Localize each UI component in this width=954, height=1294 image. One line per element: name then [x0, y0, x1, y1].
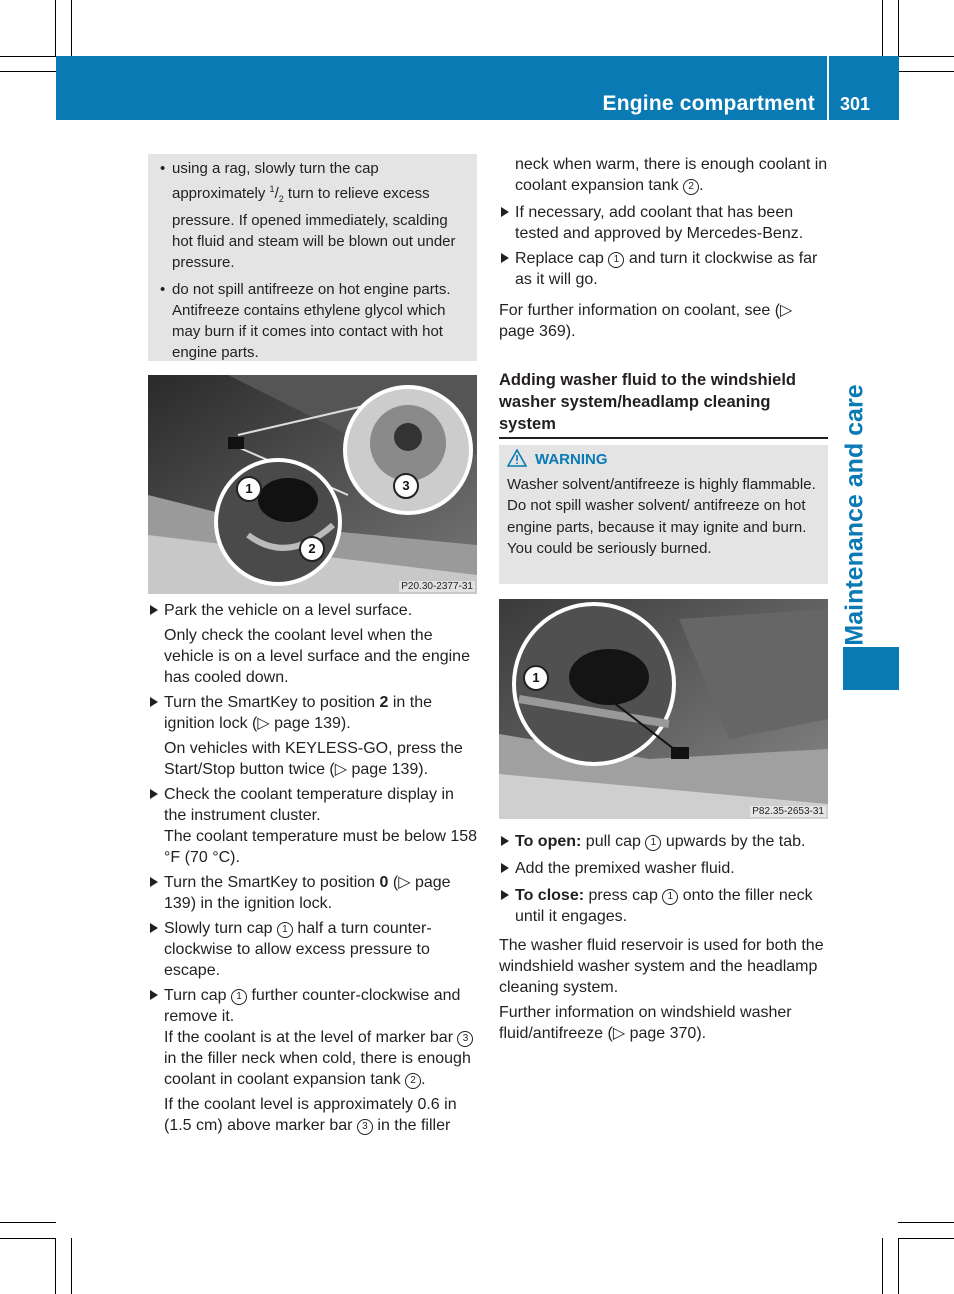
- paragraph: Further information on windshield washer fluid/antifreeze (▷ page 370).: [499, 1004, 792, 1042]
- marker-1: 1: [236, 476, 262, 502]
- step: To open: pull cap 1 upwards by the tab.: [499, 831, 831, 852]
- warning-header: [507, 449, 820, 471]
- callout-number: 1: [645, 835, 661, 851]
- notice-item: • do not spill antifreeze on hot engine parts. Antifreeze contains ethylene glycol which may burn if it comes into contact with hot engine parts.: [160, 279, 469, 363]
- notice-box: [148, 154, 477, 361]
- step: Park the vehicle on a level surface.: [148, 600, 480, 621]
- step-note: On vehicles with KEYLESS-GO, press the Start/Stop button twice (▷ page 139).: [164, 740, 463, 778]
- warning-text: Washer solvent/antifreeze is highly flammable. Do not spill washer solvent/ antifreeze on hot engine parts, because it may ignite and burn. You could be seriously burned.: [507, 475, 816, 557]
- crop-mark: [898, 0, 899, 56]
- step: To close: press cap 1 onto the filler neck until it engages.: [499, 885, 831, 927]
- engine-bay-illustration-2: [499, 599, 828, 819]
- crop-mark: [898, 1222, 954, 1223]
- crop-mark: [0, 71, 56, 72]
- callout-number: 3: [357, 1119, 373, 1135]
- chapter-tab: [843, 647, 899, 690]
- callout-number: 1: [608, 252, 624, 268]
- crop-mark: [898, 1238, 899, 1294]
- marker-3: 3: [393, 473, 419, 499]
- coolant-image: [148, 375, 477, 594]
- callout-number: 3: [457, 1031, 473, 1047]
- left-instructions: [148, 600, 480, 1140]
- callout-number: 1: [662, 889, 678, 905]
- callout-number: 1: [231, 989, 247, 1005]
- right-top-text: [499, 154, 831, 346]
- crop-mark: [898, 56, 954, 57]
- crop-mark: [882, 1238, 883, 1294]
- step-note: If the coolant is at the level of marker bar 3 in the filler neck when cold, there is enough coolant in coolant expansion tank 2 .: [148, 1027, 480, 1090]
- crop-mark: [898, 71, 954, 72]
- callout-number: 1: [277, 922, 293, 938]
- section-heading-block: [499, 369, 828, 439]
- marker-1: 1: [523, 665, 549, 691]
- washer-fluid-image: [499, 599, 828, 819]
- step: If necessary, add coolant that has been tested and approved by Mercedes-Benz.: [499, 202, 831, 244]
- marker-2: 2: [299, 536, 325, 562]
- crop-mark: [882, 0, 883, 56]
- paragraph: The washer fluid reservoir is used for both the windshield washer system and the headlamp cleaning system.: [499, 937, 824, 996]
- step-note: The coolant temperature must be below 158 °F (70 °C).: [164, 828, 478, 866]
- crop-mark: [71, 1238, 72, 1294]
- step-note: If the coolant level is approximately 0.6 in (1.5 cm) above marker bar 3 in the filler: [164, 1096, 457, 1134]
- crop-mark: [0, 56, 56, 57]
- header-divider: [827, 56, 829, 120]
- page-header: [56, 56, 899, 120]
- step: Turn the SmartKey to position 2 in the ignition lock (▷ page 139).: [148, 692, 480, 734]
- notice-item: • using a rag, slowly turn the cap approximately $^1/_2$ turn to relieve excess pressure. If opened immediately, scalding hot fluid and steam will be blown out under pressure.: [160, 158, 469, 273]
- step: Turn the SmartKey to position 0 (▷ page 139) in the ignition lock.: [148, 872, 480, 914]
- step: Add the premixed washer fluid.: [499, 858, 831, 879]
- step-note: Only check the coolant level when the vehicle is on a level surface and the engine has cooled down.: [164, 627, 470, 686]
- warning-triangle-icon: [507, 449, 527, 467]
- chapter-title: Maintenance and care: [840, 383, 869, 646]
- side-chapter-label: [829, 383, 881, 646]
- section-heading: Adding washer fluid to the windshield washer system/headlamp cleaning system: [499, 371, 796, 433]
- crop-mark: [71, 0, 72, 56]
- page-number: 301: [840, 94, 871, 114]
- right-bottom-text: [499, 831, 831, 1048]
- crop-mark: [0, 1238, 56, 1239]
- step: Slowly turn cap 1 half a turn counter-clockwise to allow excess pressure to escape.: [148, 918, 480, 981]
- warning-title: WARNING: [535, 451, 608, 468]
- heading-rule: [499, 437, 828, 439]
- crop-mark: [898, 1238, 954, 1239]
- crop-mark: [55, 1238, 56, 1294]
- step: Turn cap 1 further counter-clockwise and remove it.: [148, 985, 480, 1027]
- section-title: Engine compartment: [602, 92, 815, 115]
- crop-mark: [55, 0, 56, 56]
- image-code: P82.35-2653-31: [752, 806, 824, 817]
- crop-mark: [0, 1222, 56, 1223]
- step: Replace cap 1 and turn it clockwise as far as it will go.: [499, 248, 831, 290]
- step: Check the coolant temperature display in the instrument cluster.: [148, 784, 480, 826]
- callout-number: 2: [683, 179, 699, 195]
- image-code: P20.30-2377-31: [401, 581, 473, 592]
- step-note: neck when warm, there is enough coolant in coolant expansion tank 2 .: [515, 156, 828, 194]
- further-info: For further information on coolant, see (▷ page 369).: [499, 302, 793, 340]
- callout-number: 2: [405, 1073, 421, 1089]
- warning-box: [499, 445, 828, 584]
